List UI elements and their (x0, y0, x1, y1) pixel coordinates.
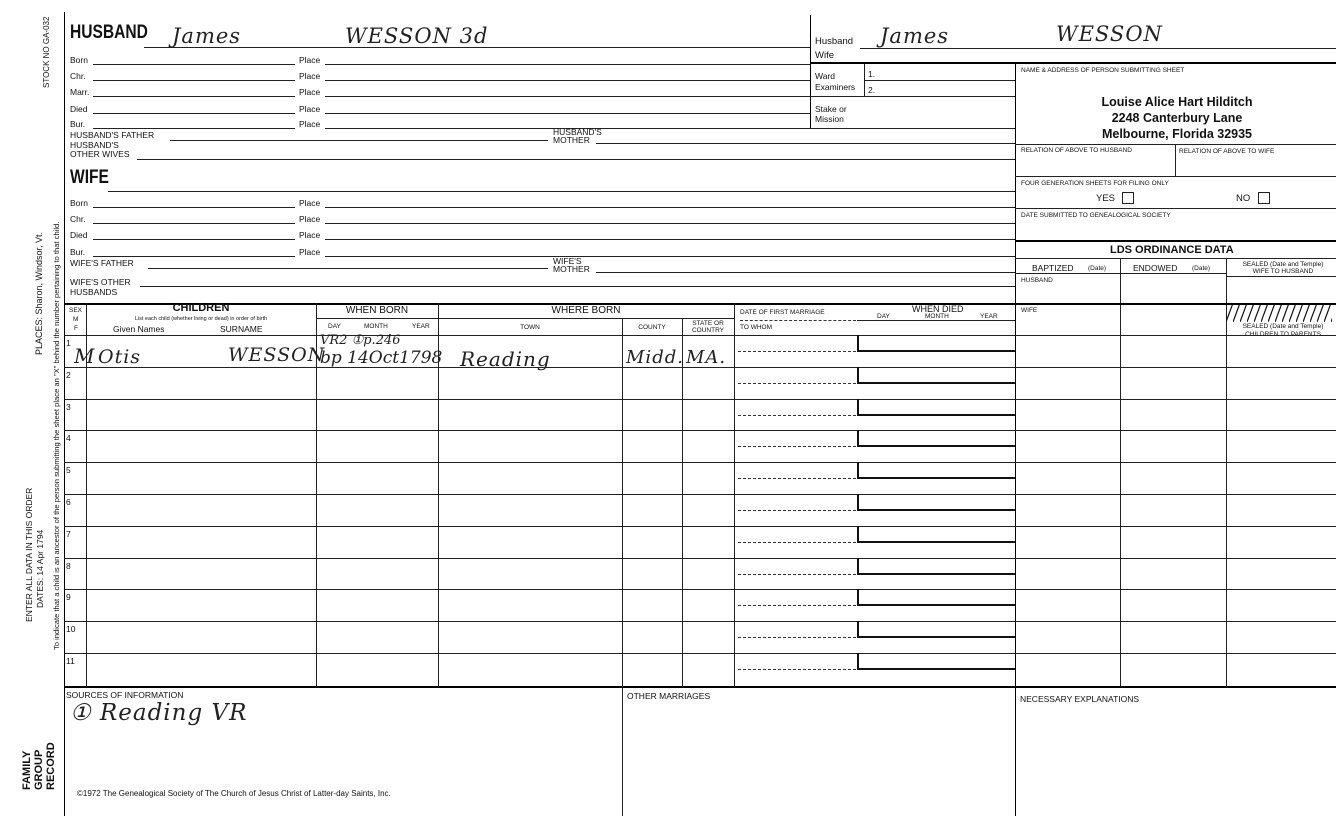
sources-label: SOURCES OF INFORMATION (66, 690, 184, 700)
lds-endowed-date: (Date) (1192, 265, 1211, 272)
husband-other-wives-line (137, 159, 1015, 160)
husband-born-place-label: Place (299, 55, 321, 65)
header-wife-line (810, 62, 1336, 64)
mission-label: Mission (815, 114, 844, 124)
died-year-label: YEAR (980, 313, 998, 320)
husband-died-label: Died (70, 104, 88, 114)
lds-sealed-line (1226, 276, 1336, 277)
relation-wife-label: RELATION OF ABOVE TO WIFE (1179, 148, 1275, 155)
husband-father-line (170, 140, 548, 141)
ancestor-note: To indicate that a child is an ancestor of the person submitting the sheet place an "X" behind the number pertaining to that child. (52, 221, 61, 650)
wife-chr-line (93, 223, 295, 224)
first-marriage-label: DATE OF FIRST MARRIAGE (740, 309, 825, 316)
child-row-number: 10 (66, 624, 76, 634)
given-names-label: Given Names (113, 324, 165, 334)
child-row-number: 5 (66, 465, 71, 475)
husband-chr-line (93, 80, 295, 81)
sex-label: SEX (69, 307, 83, 314)
husband-bur-place-label: Place (299, 119, 321, 129)
surname-label: SURNAME (220, 324, 263, 334)
died-day-label: DAY (877, 313, 890, 320)
when-died-box (857, 494, 1015, 511)
child-row-line (64, 653, 1336, 654)
marriage-date-dash (738, 351, 856, 352)
when-died-box (857, 367, 1015, 384)
wife-born-label: Born (70, 198, 88, 208)
wife-born-place-label: Place (299, 198, 321, 208)
child-1-given: Otis (98, 346, 142, 368)
submitter-street: 2248 Canterbury Lane (1111, 111, 1243, 125)
form-title-family: FAMILY (21, 750, 33, 790)
child-row-number: 9 (66, 592, 71, 602)
relation-bottom-line (1015, 176, 1336, 177)
lds-sealed-wife-2: WIFE TO HUSBAND (1252, 268, 1314, 275)
marriage-col-rule (734, 303, 735, 687)
marriage-date-dash (738, 383, 856, 384)
lds-title: LDS ORDINANCE DATA (1110, 244, 1234, 256)
submitter-city: Melbourne, Florida 32935 (1101, 127, 1253, 141)
lds-title-line (1015, 258, 1336, 259)
child-1-town: Reading (460, 347, 551, 371)
child-1-state: MA. (686, 347, 727, 368)
when-died-box (857, 621, 1015, 638)
husband-other-wives-label-2: OTHER WIVES (70, 149, 130, 159)
marriage-date-dash (738, 478, 856, 479)
husband-marr-place-label: Place (299, 87, 321, 97)
lds-sealed-children-1: SEALED (Date and Temple) (1242, 323, 1324, 330)
child-row-line (64, 462, 1336, 463)
child-row-number: 11 (66, 656, 75, 666)
stake-label: Stake or (815, 104, 847, 114)
explanations-label: NECESSARY EXPLANATIONS (1020, 694, 1140, 704)
examiner-2-line (810, 96, 1015, 97)
child-row-number: 8 (66, 561, 71, 571)
county-col-rule (622, 318, 623, 687)
husband-heading: HUSBAND (70, 22, 148, 43)
wife-other-husbands-label-1: WIFE'S OTHER (70, 277, 131, 287)
child-1-born-date: bp 14Oct1798 (320, 348, 443, 368)
dates-note: DATES: 14 Apr 1794 (35, 529, 45, 608)
wife-heading: WIFE (70, 167, 109, 188)
wife-other-husbands-line (140, 286, 1015, 287)
other-marriages-rule (622, 686, 623, 816)
state-col-rule (682, 318, 683, 687)
lds-header-line (1015, 273, 1227, 274)
relation-husband-label: RELATION OF ABOVE TO HUSBAND (1021, 147, 1132, 154)
date-submitted-label: DATE SUBMITTED TO GENEALOGICAL SOCIETY (1021, 212, 1171, 219)
husband-died-place-label: Place (299, 104, 321, 114)
born-month-label: MONTH (364, 323, 388, 330)
marriage-date-dash (738, 637, 856, 638)
ward-label: Ward (815, 71, 835, 81)
stake-line (810, 128, 1015, 129)
child-row-number: 1 (66, 338, 71, 348)
child-row-line (64, 589, 1336, 590)
wife-born-place-line (325, 207, 1015, 208)
child-row-line (64, 526, 1336, 527)
date-submitted-bottom-line (1015, 240, 1336, 242)
child-1-county: Midd. (626, 347, 684, 368)
husband-bur-label: Bur. (70, 119, 86, 129)
husband-father-label: HUSBAND'S FATHER (70, 130, 155, 140)
sources-value: ① Reading VR (70, 700, 248, 726)
wife-other-husbands-label-2: HUSBANDS (70, 287, 118, 297)
wife-name-line (108, 191, 1015, 192)
husband-other-wives-label-1: HUSBAND'S (70, 140, 119, 150)
marriage-date-dash (738, 574, 856, 575)
header-husband-surname: WESSON (1056, 22, 1163, 46)
wife-father-line (148, 268, 548, 269)
child-1-born-note: VR2 ①p.246 (320, 333, 401, 348)
examiners-label: Examiners (815, 82, 856, 92)
when-died-box (857, 526, 1015, 543)
wife-chr-label: Chr. (70, 214, 86, 224)
four-gen-yes-label: YES (1096, 193, 1116, 204)
husband-born-place-line (325, 64, 810, 65)
husband-died-place-line (325, 113, 810, 114)
wife-died-line (93, 239, 295, 240)
wife-bur-label: Bur. (70, 247, 86, 257)
child-1-sex: M (74, 344, 96, 368)
other-marriages-label: OTHER MARRIAGES (627, 691, 711, 701)
wife-mother-label-2: MOTHER (553, 264, 590, 274)
children-header-bottom (64, 335, 1336, 336)
four-gen-no-label: NO (1236, 193, 1251, 204)
husband-mother-label-1: HUSBAND'S (553, 127, 602, 137)
stock-number: STOCK NO GA-032 (42, 16, 51, 88)
wife-bur-line (93, 256, 295, 257)
county-label: COUNTY (638, 324, 666, 331)
child-row-line (64, 494, 1336, 495)
when-died-label: WHEN DIED (912, 304, 964, 314)
marriage-date-dash (738, 605, 856, 606)
husband-chr-place-label: Place (299, 71, 321, 81)
lds-baptized-date: (Date) (1088, 265, 1107, 272)
four-gen-no-checkbox[interactable] (1258, 192, 1270, 204)
marriage-date-dash (738, 542, 856, 543)
header-husband-line (860, 48, 1336, 49)
wife-bur-place-line (325, 256, 1015, 257)
first-marriage-dash (740, 320, 856, 321)
husband-surname: WESSON 3d (345, 24, 489, 48)
when-died-box (857, 653, 1015, 670)
child-row-number: 2 (66, 370, 71, 380)
state-label-2: COUNTRY (691, 327, 725, 334)
child-row-number: 7 (66, 529, 71, 539)
child-row-number: 4 (66, 433, 71, 443)
header-husband-label: Husband (815, 36, 854, 47)
marriage-date-dash (738, 446, 856, 447)
examiner-1: 1. (868, 69, 876, 79)
lds-sealed-children-2: CHILDREN TO PARENTS (1245, 331, 1321, 338)
lds-sealed-wife-1: SEALED (Date and Temple) (1242, 261, 1324, 268)
husband-born-label: Born (70, 55, 88, 65)
husband-marr-line (93, 96, 295, 97)
examiner-1-line (864, 80, 1015, 81)
places-note: PLACES: Sharon, Windsor, Vt. (34, 231, 44, 355)
marriage-date-dash (738, 415, 856, 416)
four-gen-yes-checkbox[interactable] (1122, 192, 1134, 204)
wife-chr-place-line (325, 223, 1015, 224)
wife-father-label: WIFE'S FATHER (70, 258, 134, 268)
form-title-record: RECORD (45, 742, 57, 790)
state-label-1: STATE OR (692, 320, 724, 327)
born-year-label: YEAR (412, 323, 430, 330)
when-born-label: WHEN BORN (345, 305, 409, 316)
when-died-box (857, 335, 1015, 352)
died-month-label: MONTH (925, 313, 949, 320)
wife-died-place-label: Place (299, 230, 321, 240)
wife-died-label: Died (70, 230, 88, 240)
copyright-notice: ©1972 The Genealogical Society of The Church of Jesus Christ of Latter-day Saints, Inc. (77, 789, 391, 798)
husband-marr-place-line (325, 96, 810, 97)
lds-wife-label: WIFE (1021, 307, 1038, 314)
husband-given-name: James (172, 24, 242, 48)
when-died-box (857, 462, 1015, 479)
children-label: CHILDREN (172, 302, 230, 314)
four-gen-label: FOUR GENERATION SHEETS FOR FILING ONLY (1021, 180, 1169, 187)
when-died-box (857, 430, 1015, 447)
examiner-2: 2. (868, 85, 876, 95)
child-row-line (64, 399, 1336, 400)
where-born-label: WHERE BORN (551, 305, 621, 316)
wife-died-place-line (325, 239, 1015, 240)
wife-mother-label-1: WIFE'S (553, 256, 582, 266)
where-born-sub-line (438, 318, 734, 319)
left-margin-rule (64, 12, 65, 816)
lds-endowed-label: ENDOWED (1133, 263, 1178, 273)
husband-marr-label: Marr. (70, 87, 90, 97)
when-born-sub-line (316, 318, 438, 319)
born-day-label: DAY (328, 323, 341, 330)
footer-top-rule (64, 686, 1336, 688)
husband-mother-label-2: MOTHER (553, 135, 590, 145)
marriage-date-dash (738, 669, 856, 670)
lds-hatch-pattern (1226, 303, 1332, 322)
enter-data-note: ENTER ALL DATA IN THIS ORDER (24, 487, 34, 622)
child-row-line (64, 430, 1336, 431)
town-label: TOWN (520, 324, 540, 331)
child-row-number: 3 (66, 402, 71, 412)
submitter-label: NAME & ADDRESS OF PERSON SUBMITTING SHEET (1021, 67, 1185, 74)
children-list-note: List each child (whether living or dead) in order of birth (134, 316, 268, 322)
lds-baptized-label: BAPTIZED (1032, 263, 1074, 273)
husband-died-line (93, 113, 295, 114)
husband-born-line (93, 64, 295, 65)
husband-chr-label: Chr. (70, 71, 86, 81)
submitter-name: Louise Alice Hart Hilditch (1101, 95, 1253, 109)
when-died-sub-line (857, 320, 1015, 321)
husband-mother-line (596, 143, 1015, 144)
wife-born-line (93, 207, 295, 208)
header-box-left-rule (810, 15, 811, 128)
child-row-number: 6 (66, 497, 71, 507)
husband-chr-place-line (325, 80, 810, 81)
four-gen-bottom-line (1015, 208, 1336, 209)
child-row-line (64, 558, 1336, 559)
wife-bur-place-label: Place (299, 247, 321, 257)
header-wife-label: Wife (815, 50, 834, 61)
marriage-date-dash (738, 510, 856, 511)
wife-chr-place-label: Place (299, 214, 321, 224)
sex-m-label: M (73, 316, 79, 323)
relation-divider (1175, 144, 1176, 176)
husband-bur-line (93, 128, 295, 129)
child-1-surname: WESSON (228, 344, 326, 366)
form-title-group: GROUP (33, 749, 45, 790)
child-row-line (64, 621, 1336, 622)
to-whom-label: TO WHOM (740, 324, 773, 331)
when-died-box (857, 399, 1015, 416)
lds-husband-label: HUSBAND (1021, 277, 1053, 284)
when-died-box (857, 589, 1015, 606)
header-husband-given: James (880, 24, 950, 48)
when-died-box (857, 558, 1015, 575)
sex-f-label: F (74, 325, 78, 332)
wife-mother-line (596, 272, 1015, 273)
